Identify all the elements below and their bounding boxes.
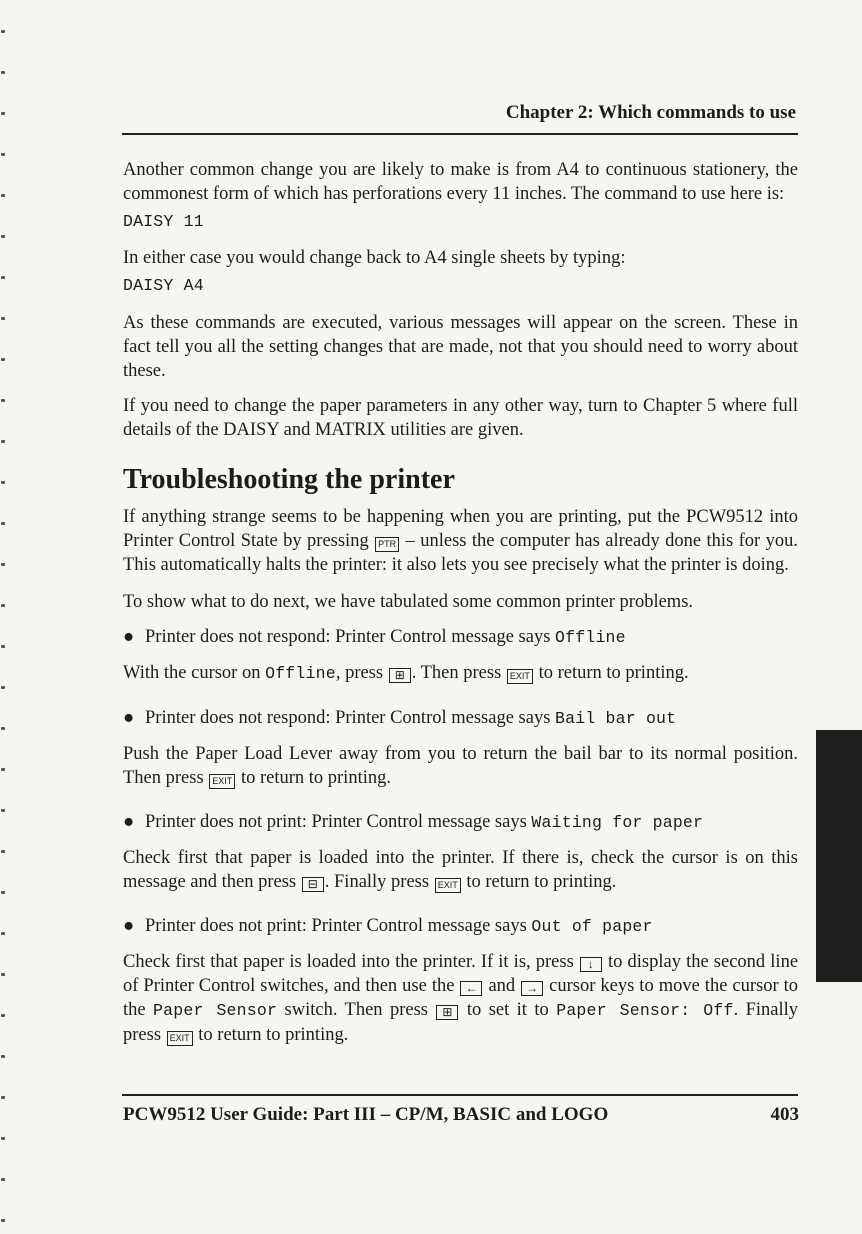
edge-dot — [1, 1219, 5, 1222]
printer-switch-name: Paper Sensor — [153, 1001, 278, 1020]
exit-key-icon: EXIT — [167, 1031, 193, 1046]
edge-dot — [1, 30, 5, 33]
text-segment: to return to printing. — [198, 1025, 349, 1045]
exit-key-icon: EXIT — [209, 774, 235, 789]
printer-message: Offline — [265, 664, 336, 683]
edge-dot — [1, 645, 5, 648]
problem-solution — [123, 950, 798, 1047]
code-daisy-a4: DAISY A4 — [123, 276, 204, 295]
edge-dot — [1, 235, 5, 238]
footer-title: PCW9512 User Guide: Part III – CP/M, BASIC and LOGO — [123, 1104, 609, 1125]
text-segment: to set it to — [466, 1000, 549, 1020]
text-segment: to return to printing. — [466, 872, 617, 892]
text-segment: If anything strange seems to be happening when you are printing, put the PCW9512 into Printer Control State by pressing — [123, 507, 798, 551]
page-content — [123, 158, 798, 1047]
plus-key-icon: ⊞ — [389, 668, 411, 683]
problem-text: Printer does not print: Printer Control message says — [145, 916, 527, 936]
text-segment: . Finally press — [324, 872, 430, 892]
bullet-icon: ● — [123, 812, 135, 832]
paragraph-printer-control — [123, 505, 798, 577]
exit-key-icon: EXIT — [435, 878, 461, 893]
problem-solution — [123, 846, 798, 894]
right-arrow-key-icon: → — [521, 981, 543, 996]
edge-dot — [1, 727, 5, 730]
problem-item — [123, 706, 798, 731]
text-segment: Push the Paper Load Lever away from you to return the bail bar to its normal position. Then press — [123, 744, 798, 788]
edge-dot — [1, 973, 5, 976]
edge-dot — [1, 563, 5, 566]
plus-key-icon: ⊞ — [436, 1005, 458, 1020]
paragraph-chapter-5: If you need to change the paper parameters in any other way, turn to Chapter 5 where full details of the DAISY and MATRIX utilities are given. — [123, 396, 798, 440]
problem-solution — [123, 661, 798, 686]
running-header: Chapter 2: Which commands to use — [505, 102, 796, 123]
edge-dot — [1, 358, 5, 361]
bullet-icon: ● — [123, 708, 135, 728]
edge-dot — [1, 891, 5, 894]
problem-text: Printer does not print: Printer Control message says — [145, 812, 527, 832]
printer-message: Bail bar out — [555, 709, 677, 728]
text-segment: switch. Then press — [284, 1000, 428, 1020]
edge-dot — [1, 1014, 5, 1017]
text-segment: Check first that paper is loaded into the printer. If there is, check the cursor is on this message and then press — [123, 848, 798, 892]
problem-solution — [123, 742, 798, 790]
printer-message: Offline — [555, 628, 626, 647]
printer-message: Out of paper — [531, 917, 653, 936]
problem-item — [123, 914, 798, 939]
paragraph-continuous-stationery: Another common change you are likely to make is from A4 to continuous stationery, the commonest form of which has perforations every 11 inches. The command to use here is: — [123, 160, 798, 204]
edge-dot — [1, 481, 5, 484]
problem-item — [123, 810, 798, 835]
paragraph-change-back: In either case you would change back to A4 single sheets by typing: — [123, 248, 626, 268]
ptr-key-icon: PTR — [375, 537, 399, 552]
text-segment: to return to printing. — [240, 768, 391, 788]
text-segment: Check first that paper is loaded into the printer. If it is, press — [123, 952, 574, 972]
edge-dot — [1, 194, 5, 197]
edge-dot — [1, 1178, 5, 1181]
page-edge-dots — [0, 0, 10, 1234]
minus-key-icon: ⊟ — [302, 877, 324, 892]
footer-rule — [122, 1094, 798, 1096]
chapter-thumb-tab — [816, 730, 862, 982]
edge-dot — [1, 932, 5, 935]
problem-item — [123, 625, 798, 650]
printer-switch-setting: Paper Sensor: Off — [556, 1001, 734, 1020]
edge-dot — [1, 1096, 5, 1099]
section-heading: Troubleshooting the printer — [123, 464, 455, 495]
edge-dot — [1, 809, 5, 812]
edge-dot — [1, 71, 5, 74]
edge-dot — [1, 686, 5, 689]
page-number: 403 — [770, 1104, 799, 1125]
edge-dot — [1, 399, 5, 402]
text-segment: – unless the computer has already done this for you. This automatically halts the printer: it also lets you see precisely what the printer is doing. — [123, 531, 798, 575]
edge-dot — [1, 317, 5, 320]
edge-dot — [1, 850, 5, 853]
edge-dot — [1, 768, 5, 771]
edge-dot — [1, 1055, 5, 1058]
header-rule — [122, 133, 798, 135]
text-segment: cursor keys to move the cursor to the — [123, 976, 799, 1020]
exit-key-icon: EXIT — [507, 669, 533, 684]
text-segment: . Then press — [411, 663, 502, 683]
edge-dot — [1, 522, 5, 525]
text-segment: With the cursor on — [123, 663, 261, 683]
printer-message: Waiting for paper — [531, 813, 704, 832]
bullet-icon: ● — [123, 916, 135, 936]
paragraph-tabulated: To show what to do next, we have tabulated some common printer problems. — [123, 592, 694, 612]
edge-dot — [1, 440, 5, 443]
text-segment: . Finally press — [123, 1000, 799, 1045]
edge-dot — [1, 604, 5, 607]
problem-text: Printer does not respond: Printer Control message says — [145, 627, 551, 647]
edge-dot — [1, 153, 5, 156]
problem-text: Printer does not respond: Printer Control message says — [145, 708, 551, 728]
down-arrow-key-icon: ↓ — [580, 957, 602, 972]
left-arrow-key-icon: ← — [460, 981, 482, 996]
text-segment: to return to printing. — [538, 663, 689, 683]
text-segment: , press — [335, 663, 384, 683]
paragraph-messages: As these commands are executed, various messages will appear on the screen. These in fact tell you all the setting changes that are made, not that you should need to worry about these. — [123, 313, 798, 381]
text-segment: to display the second line of Printer Control switches, and then use the — [123, 952, 799, 996]
bullet-icon: ● — [123, 627, 135, 647]
edge-dot — [1, 276, 5, 279]
text-segment: and — [488, 976, 516, 996]
edge-dot — [1, 1137, 5, 1140]
edge-dot — [1, 112, 5, 115]
code-daisy-11: DAISY 11 — [123, 212, 204, 231]
